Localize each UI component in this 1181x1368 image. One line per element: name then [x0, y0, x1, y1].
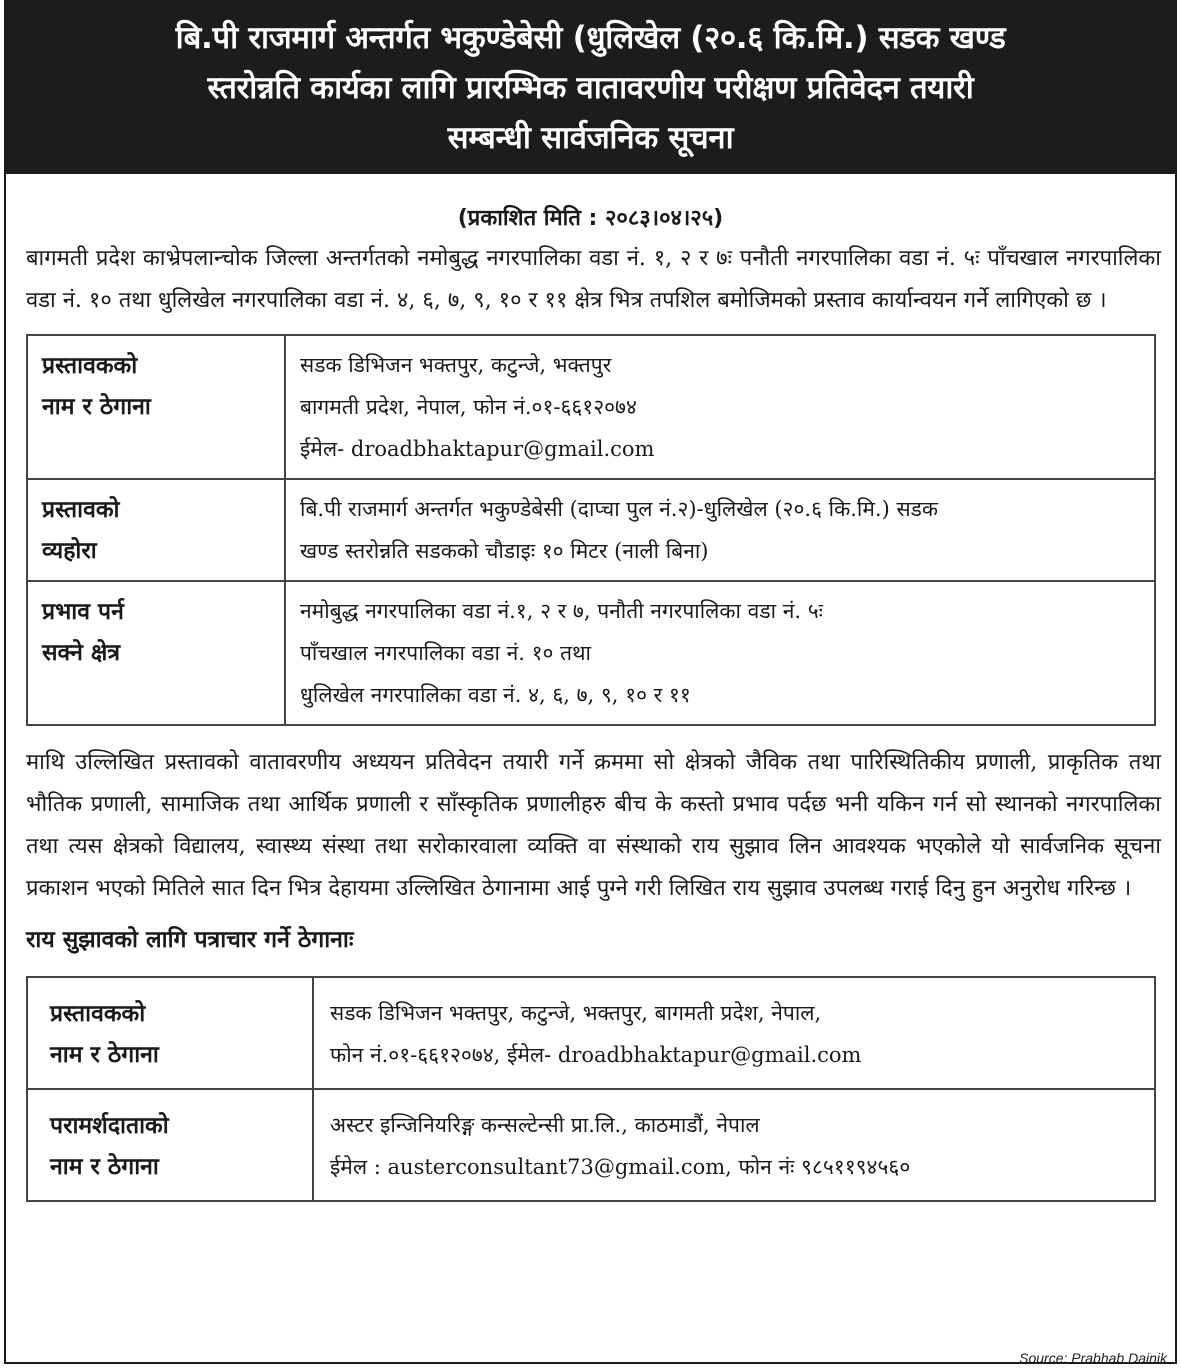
table-row — [27, 335, 1155, 479]
notice-header — [6, 2, 1175, 174]
value-line: ईमेल : austerconsultant73@gmail.com, फोन नंः ९८५११९४५६० — [330, 1155, 911, 1179]
table-row — [27, 479, 1155, 581]
label-line: प्रस्तावको — [42, 497, 120, 523]
row-label — [27, 479, 285, 581]
label-line: प्रस्तावकको — [42, 353, 138, 379]
intro-paragraph: बागमती प्रदेश काभ्रेपलान्चोक जिल्ला अन्तर्गतको नमोबुद्ध नगरपालिका वडा नं. १, २ र ७ः पनौती नगरपालिका वडा नं. ५ः पाँचखाल नगरपालिका वडा नं. १० तथा धुलिखेल नगरपालिका वडा नं. ४, ६, ७, ९, १० र ११ क्षेत्र भित्र तपशिल बमोजिमको प्रस्ताव कार्यान्वयन गर्ने लागिएको छ । — [26, 246, 1161, 313]
row-label — [27, 335, 285, 479]
request-paragraph: माथि उल्लिखित प्रस्तावको वातावरणीय अध्ययन प्रतिवेदन तयारी गर्ने क्रममा सो क्षेत्रको जैविक तथा पारिस्थितिकीय प्रणाली, प्राकृतिक तथा भौतिक प्रणाली, सामाजिक तथा आर्थिक प्रणाली र साँस्कृतिक प्रणालीहरु बीच के कस्तो प्रभाव पर्दछ भनी यकिन गर्न सो स्थानको नगरपालिका तथा त्यस क्षेत्रको विद्यालय, स्वास्थ्य संस्था तथा सरोकारवाला व्यक्ति वा संस्थाको राय सुझाव लिन आवश्यक भएकोले यो सार्वजनिक सूचना प्रकाशन भएको मितिले सात दिन भित्र देहायमा उल्लिखित ठेगानामा आई पुग्ने गरी लिखित राय सुझाव उपलब्ध गराई दिनु हुन अनुरोध गरिन्छ । — [26, 750, 1161, 901]
label-line: परामर्शदाताको — [50, 1113, 169, 1139]
table-row — [27, 977, 1155, 1089]
label-line: नाम र ठेगाना — [50, 1154, 159, 1180]
row-value — [285, 335, 1155, 479]
table-row — [27, 1089, 1155, 1201]
row-label — [27, 1089, 313, 1201]
notice-title-line-1: बि.पी राजमार्ग अन्तर्गत भकुण्डेबेसी (धुलिखेल (२०.६ कि.मि.) सडक खण्ड — [175, 20, 1006, 56]
notice-title-line-2: स्तरोन्नति कार्यका लागि प्रारम्भिक वातावरणीय परीक्षण प्रतिवेदन तयारी — [207, 70, 974, 106]
proposal-table — [26, 334, 1156, 726]
contact-heading: राय सुझावको लागि पत्राचार गर्ने ठेगानाः — [26, 927, 354, 953]
label-line: सक्ने क्षेत्र — [42, 640, 121, 666]
label-line: प्रभाव पर्न — [42, 599, 124, 625]
value-line: नमोबुद्ध नगरपालिका वडा नं.१, २ र ७, पनौती नगरपालिका वडा नं. ५ः — [300, 599, 823, 623]
label-line: नाम र ठेगाना — [42, 394, 151, 420]
contact-table — [26, 976, 1156, 1202]
row-value — [285, 581, 1155, 725]
row-value — [313, 1089, 1155, 1201]
value-line: खण्ड स्तरोन्नति सडकको चौडाइः १० मिटर (नाली बिना) — [300, 539, 709, 563]
value-line: सडक डिभिजन भक्तपुर, कटुन्जे, भक्तपुर, बागमती प्रदेश, नेपाल, — [330, 1001, 822, 1025]
notice-title-line-3: सम्बन्धी सार्वजनिक सूचना — [447, 120, 734, 156]
value-line: सडक डिभिजन भक्तपुर, कटुन्जे, भक्तपुर — [300, 353, 612, 377]
email-text: ईमेल- droadbhaktapur@gmail.com — [300, 437, 655, 461]
row-value — [313, 977, 1155, 1089]
label-line: व्यहोरा — [42, 538, 97, 564]
value-line: बि.पी राजमार्ग अन्तर्गत भकुण्डेबेसी (दाप्चा पुल नं.२)-धुलिखेल (२०.६ कि.मि.) सडक — [300, 497, 939, 521]
publication-date: (प्रकाशित मिति : २०८३।०४।२५) — [457, 206, 724, 231]
value-line: पाँचखाल नगरपालिका वडा नं. १० तथा — [300, 641, 591, 665]
value-line: अस्टर इन्जिनियरिङ्ग कन्सल्टेन्सी प्रा.लि., काठमाडौं, नेपाल — [330, 1113, 760, 1137]
source-credit: Source: Prabhab Dainik — [1019, 1350, 1167, 1366]
label-line: प्रस्तावकको — [50, 1001, 146, 1027]
row-label — [27, 977, 313, 1089]
row-value — [285, 479, 1155, 581]
label-line: नाम र ठेगाना — [50, 1042, 159, 1068]
row-label — [27, 581, 285, 725]
public-notice — [4, 0, 1177, 1364]
value-line: फोन नं.०१-६६१२०७४, ईमेल- droadbhaktapur@gmail.com — [330, 1043, 862, 1067]
value-line: बागमती प्रदेश, नेपाल, फोन नं.०१-६६१२०७४ — [300, 395, 637, 419]
value-line: धुलिखेल नगरपालिका वडा नं. ४, ६, ७, ९, १० र ११ — [300, 683, 691, 707]
table-row — [27, 581, 1155, 725]
